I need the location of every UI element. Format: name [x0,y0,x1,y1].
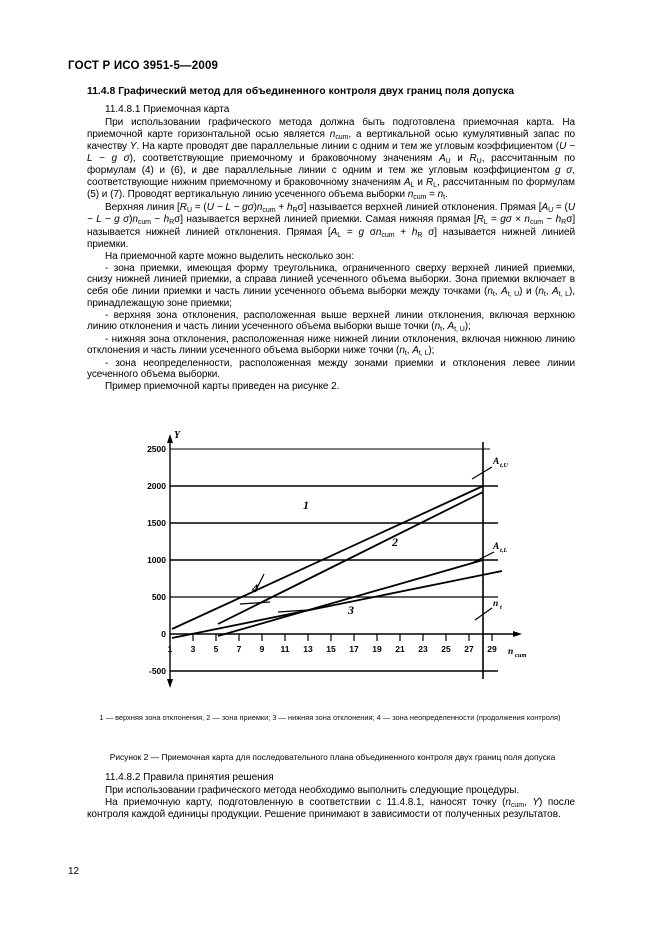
zone-item-acceptance [87,263,575,310]
text-run: t [543,290,546,298]
zone-label-1: 1 [303,498,309,512]
svg-text:-500: -500 [148,666,166,676]
svg-text:9: 9 [259,644,265,654]
paragraph-4: Пример приемочной карты приведен на рисунке 2. [105,381,340,393]
annotation-A-t-U [492,457,508,469]
zone-item-lower-rejection [87,334,575,358]
text-run: n [375,226,382,238]
text-run: R [417,231,423,239]
zone-label-3: 3 [348,603,354,617]
svg-text:1000: 1000 [147,555,166,565]
text-run: , [441,321,448,333]
zone-item-upper-rejection [87,310,575,334]
acceptance-chart-svg [130,424,530,694]
paragraph-5: При использовании графического метода необходимо выполнить следующие процедуры. [105,785,520,796]
text-run: При использовании графического метода должна быть подготовлена приемочная карта. На приемочной карте горизонтальной осью является [87,117,575,140]
upper-rejection-line [172,486,483,629]
text-run: n [434,321,441,333]
text-run: + [275,201,287,213]
text-run: R [476,214,484,226]
text-run: σ [174,214,181,226]
text-run: , [545,285,553,297]
text-run: A [447,321,455,333]
text-run: L [337,231,342,239]
svg-text:27: 27 [464,644,474,654]
text-run: - зона приемки, имеющая форму треугольника, ограниченного сверху верхней линией приемки, снизу нижней линией приемки, а справа линией усеченного объема выборки. Зона приемки включает в себя обе линии приемки и часть линии усеченного объема выборки между точками ( [87,262,575,297]
text-run: , соответствующие нижним приемочному и браковочному значениям [87,165,575,188]
acceptance-chart-figure [130,424,530,694]
svg-text:13: 13 [303,644,313,654]
text-run: A [412,345,419,357]
svg-text:0: 0 [161,629,166,639]
svg-text:5: 5 [213,644,219,654]
text-run: n [538,285,544,297]
svg-text:17: 17 [349,644,359,654]
text-run: U − L − g σ [87,141,575,164]
text-run: U [548,206,554,214]
text-run: Y [129,141,137,153]
y-axis-title: Y [174,430,181,441]
text-run: n [487,285,493,297]
text-run: t, U [507,290,520,298]
text-run: A [438,152,446,164]
zone-label-2: 2 [392,535,398,549]
text-run: - верхняя зона отклонения, расположенная выше верхней линии отклонения, включая верхнюю линию отклонения и часть линии усеченного объема выборки выше точки ( [87,309,575,333]
text-run: L [483,219,488,227]
text-run: L [433,181,437,189]
svg-text:1: 1 [167,644,173,654]
document-body-after-figure [87,772,575,821]
x-axis-title [508,647,527,659]
text-run: t [404,350,407,358]
paragraph-6 [87,797,575,821]
text-run: cum [137,219,151,227]
text-run: t, U [454,326,465,334]
section-heading: 11.4.8 Графический метод для объединенного контроля двух границ поля допуска [87,86,515,97]
text-run: t [440,326,442,334]
text-run: h [163,214,170,226]
text-run: = [341,226,359,238]
svg-text:7: 7 [236,644,242,654]
svg-text:21: 21 [395,644,405,654]
text-run: L [410,181,415,189]
text-run: ); [464,321,471,333]
text-run: gσ [500,214,512,226]
document-body [87,86,575,393]
svg-text:3: 3 [190,644,196,654]
text-run: n [399,345,405,357]
text-run: , рассчитанным по формулам (4) и (6), и две параллельные линии с одним и тем же угловым коэффициентом [87,152,575,177]
text-run: Верхняя линия [ [105,201,180,213]
text-run: × [511,214,525,226]
y-axis-tick-labels [147,444,166,676]
text-run: − [150,214,164,226]
text-run: R [425,176,434,188]
text-run: σ [297,201,304,213]
annotation-n-t [493,599,502,611]
text-run: ] называется верхней линией отклонения. Прямая [ [303,201,542,213]
text-run: n [329,128,336,140]
text-run: h [555,214,562,226]
text-run: n [256,201,263,213]
text-run: A [501,285,508,297]
text-run: cum [529,219,544,227]
svg-text:n: n [508,647,514,657]
text-run: , рассчитанным по формулам (5) и (7). Проводят вертикальную линию усеченного объема выборки [87,176,576,201]
text-run: σ [566,214,573,226]
text-run: g [358,226,364,238]
text-run: R [469,152,477,164]
text-run: , [524,796,533,808]
text-run: , [494,285,502,297]
subsection-heading-1: 11.4.8.1 Приемочная карта [105,104,230,115]
figure-caption: Рисунок 2 — Приемочная карта для последовательного плана объединенного контроля двух границ поля допуска [109,752,556,762]
text-run: n [437,189,444,201]
text-run: ) [129,214,133,226]
text-run: A [552,285,559,297]
svg-text:23: 23 [418,644,428,654]
text-run: σ [422,226,435,238]
svg-text:29: 29 [487,644,497,654]
document-header: ГОСТ Р ИСО 3951-5—2009 [68,60,219,72]
svg-text:t,L: t,L [500,547,508,554]
text-run: A [541,201,549,213]
text-run: U − L − g σ [87,201,575,226]
text-run: R [179,201,187,213]
text-run: ); [428,345,435,357]
text-run: t, L [418,350,429,358]
text-run: ) после контроля каждой единицы продукции. Решение принимают в зависимости от полученных результатов. [87,796,575,821]
text-run: n [132,214,138,226]
text-run: , а вертикальной осью кумулятивный запас по качеству [87,128,575,153]
page-number: 12 [68,866,80,877]
text-run: cum [510,801,525,809]
text-run: Y [532,796,539,808]
paragraph-1 [87,117,575,202]
text-run: ) [253,201,257,213]
text-run: t [443,194,446,202]
text-run: cum [335,133,349,141]
text-run: = [487,214,501,226]
svg-text:19: 19 [372,644,382,654]
text-run: cum [413,194,427,202]
text-run: U [186,206,192,214]
text-run: . [445,189,448,201]
text-run: ), соответствующие приемочному и браковочному значениям [129,152,439,164]
svg-text:A: A [493,457,500,467]
annotation-A-t-L [492,542,507,554]
text-run: и [414,176,426,188]
text-run: ] называется верхней линией приемки. Самая нижняя прямая [ [180,214,477,226]
text-run: n [407,189,414,201]
lower-acceptance-line [218,560,483,636]
text-run: = ( [553,201,568,213]
text-run: cum [381,231,395,239]
zone-label-4: 4 [252,581,258,595]
text-run: h [286,201,293,213]
svg-text:cum: cum [515,652,527,659]
text-run: g σ [555,165,573,177]
svg-text:n: n [493,599,499,609]
text-run: ] называется нижней линией приемки. [87,226,576,251]
text-run: U − L − gσ [206,201,254,213]
svg-text:500: 500 [151,592,166,602]
svg-text:t,U: t,U [500,462,509,469]
paragraph-3: На приемочной карте можно выделить несколько зон: [105,251,354,263]
text-run: t, L [558,290,569,298]
svg-text:2000: 2000 [147,481,166,491]
text-run: A [403,176,411,188]
svg-text:1500: 1500 [147,518,166,528]
text-run: R [561,219,567,227]
text-run: n [524,214,530,226]
text-run: . На карте проводят две параллельные линии с одним и тем же угловым коэффициентом ( [136,141,560,153]
text-run: и [450,152,470,164]
text-run: + [394,226,412,238]
text-run: cum [262,206,276,214]
text-run: = [426,189,438,201]
text-run: ) и ( [519,285,539,297]
figure-legend: 1 — верхняя зона отклонения, 2 — зона приемки; 3 — нижняя зона отклонения; 4 — зона неопределенности (продолжения контроля) [99,713,561,722]
text-run: U [476,157,482,165]
svg-text:25: 25 [441,644,451,654]
text-run: ] называется нижней линией отклонения. Прямая [ [87,214,576,238]
text-run: ), принадлежащую зоне приемки; [87,285,575,310]
text-run: , [406,345,413,357]
text-run: R [169,219,175,227]
svg-text:t: t [500,604,502,611]
chart-gridlines [167,449,498,671]
lower-rejection-line [172,571,502,638]
svg-text:15: 15 [326,644,336,654]
text-run: A [330,226,338,238]
svg-text:A: A [493,542,500,552]
text-run: U [445,157,451,165]
paragraph-2 [87,202,575,251]
text-run: На приемочную карту, подготовленную в соответствии с 11.4.8.1, наносят точку ( [105,796,506,808]
text-run: σ [364,226,376,238]
text-run: t [492,290,495,298]
text-run: − [543,214,556,226]
svg-text:2500: 2500 [147,444,166,454]
text-run: h [411,226,418,238]
x-axis-tick-labels [168,644,497,654]
text-run: = ( [191,201,207,213]
subsection-heading-2: 11.4.8.2 Правила принятия решения [105,772,274,783]
text-run: R [292,206,298,214]
svg-text:11: 11 [280,644,290,654]
zone-item-uncertainty: - зона неопределенности, расположенная между зонами приемки и отклонения левее линии усеченного объема выборки. [87,357,575,381]
text-run: - нижняя зона отклонения, расположенная ниже нижней линии отклонения, включая нижнюю линию отклонения и часть линии усеченного объема выборки ниже точки ( [87,333,575,357]
text-run: n [505,796,511,808]
